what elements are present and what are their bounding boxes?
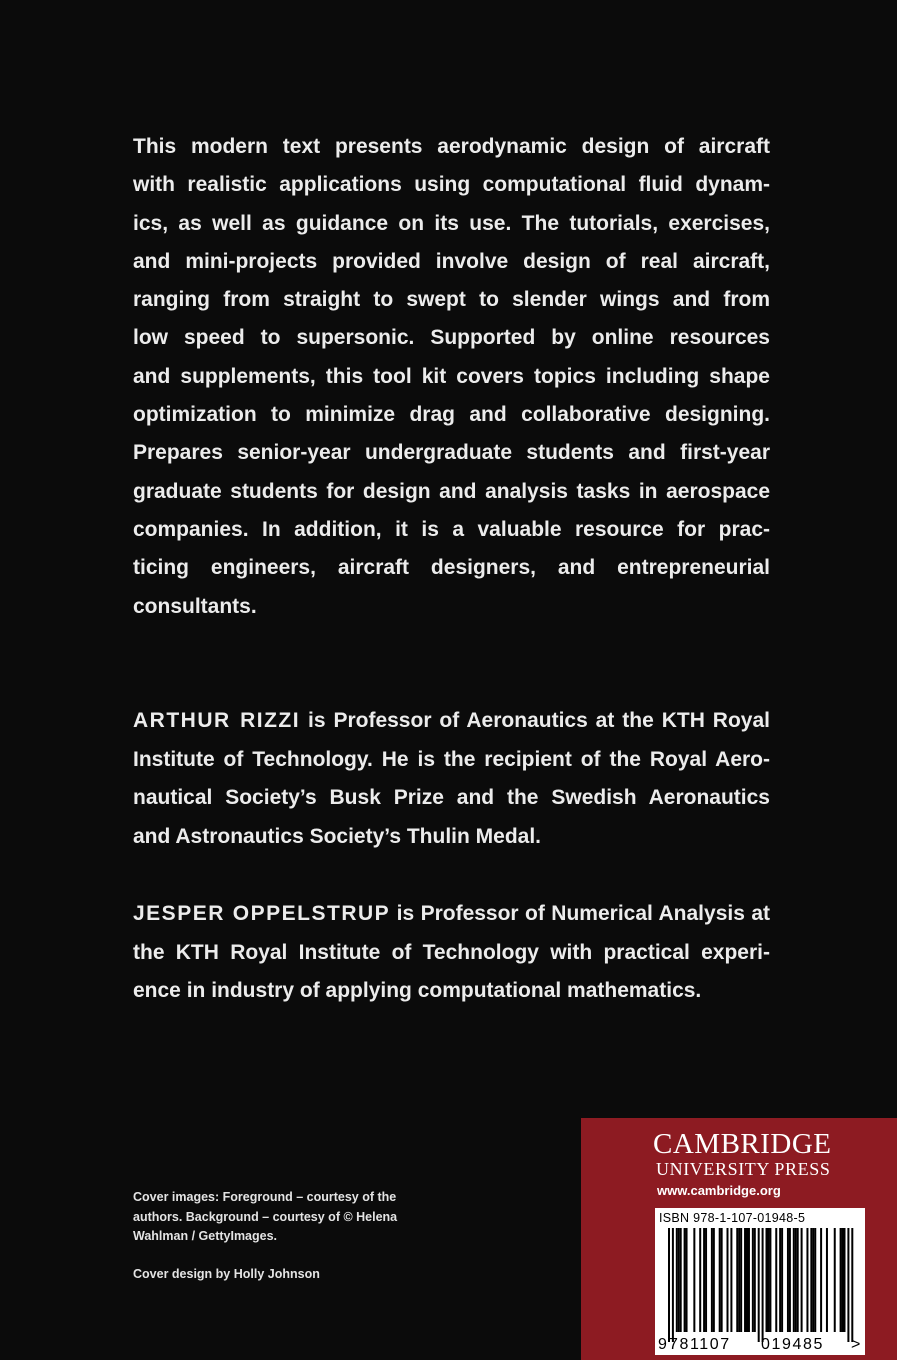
barcode-digits-right: 019485 [761,1336,824,1353]
cover-image-credits [133,1188,463,1247]
barcode-bar [678,1228,680,1332]
barcode-bar [748,1228,750,1332]
back-cover-blurb [133,128,770,626]
barcode-bar [769,1228,771,1332]
barcode-bar [801,1228,803,1332]
barcode-bar [705,1228,707,1332]
barcode-bar [758,1228,760,1342]
barcode-bar [806,1228,808,1332]
barcode-quiet-zone-mark: > [851,1336,861,1353]
barcode-bar [754,1228,756,1332]
credit-line: Cover images: Foreground – courtesy of the [133,1190,397,1204]
barcode-bar [668,1228,670,1342]
barcode-bar [844,1228,846,1332]
author-bio-line [133,702,770,741]
barcode-bar [738,1228,740,1332]
barcode-bar [672,1228,674,1342]
barcode-bar [746,1228,748,1332]
barcode-bar [814,1228,816,1332]
barcode-bar [812,1228,814,1332]
blurb-line: ticing engineers, aircraft designers, and entrepreneurial [133,556,770,580]
blurb-line: companies. In addition, it is a valuable resource for prac- [133,517,770,541]
blurb-line: low speed to supersonic. Supported by online resources [133,326,770,350]
barcode-bar [826,1228,828,1332]
barcode-bar [703,1228,705,1332]
barcode-bar [789,1228,791,1332]
author-bio-text: is Professor of Numerical Analysis at [390,902,770,925]
barcode-bar [787,1228,789,1332]
barcode-bar [810,1228,812,1332]
author-name: ARTHUR RIZZI [133,709,301,732]
publisher-logo-subtitle: UNIVERSITY PRESS [656,1159,831,1179]
author-bio-line: the KTH Royal Institute of Technology with practical experi- [133,940,770,964]
barcode-digits-left: 781107 [669,1336,731,1353]
author-name: JESPER OPPELSTRUP [133,902,391,925]
isbn-label: ISBN 978-1-107-01948-5 [659,1211,806,1225]
barcode-bar [851,1228,853,1342]
barcode-bar [766,1228,768,1332]
publisher-logo-name: CAMBRIDGE [653,1128,832,1160]
barcode-bar [699,1228,701,1332]
author-bio-line: Institute of Technology. He is the recipient of the Royal Aero- [133,747,770,771]
barcode-bar [719,1228,721,1332]
barcode-bar [775,1228,777,1332]
blurb-line: Prepares senior-year undergraduate students and first-year [133,441,770,465]
barcode-bar [752,1228,754,1332]
barcode-bar [711,1228,713,1332]
barcode-bar [793,1228,795,1332]
barcode-bars [668,1228,853,1342]
author-bio-line: and Astronautics Society’s Thulin Medal. [133,824,542,848]
blurb-line: ranging from straight to swept to slender wings and from [133,288,770,312]
barcode-bar [840,1228,842,1332]
author-bio-line [133,895,770,934]
barcode-bar [740,1228,742,1332]
barcode-bar [847,1228,849,1342]
blurb-line: and mini-projects provided involve design of real aircraft, [133,249,770,273]
barcode-bar [693,1228,695,1332]
barcode-bar [721,1228,723,1332]
barcode-bar [797,1228,799,1332]
blurb-line: and supplements, this tool kit covers topics including shape [133,364,770,388]
author-bio-oppelstrup [133,895,770,1011]
barcode-bar [736,1228,738,1332]
barcode-bar [820,1228,822,1332]
barcode-bar [744,1228,746,1332]
publisher-panel [581,1118,897,1360]
barcode-bar [727,1228,729,1332]
publisher-url: www.cambridge.org [657,1183,781,1198]
barcode-bar [676,1228,678,1332]
blurb-line: with realistic applications using computational fluid dynam- [133,173,770,197]
author-bio-line: ence in industry of applying computational mathematics. [133,979,702,1002]
barcode-bar [781,1228,783,1332]
barcode-bar [686,1228,688,1332]
barcode-bar [713,1228,715,1332]
barcode-bar [795,1228,797,1332]
barcode-bar [767,1228,769,1332]
barcode-digit-lead: 9 [658,1336,667,1353]
blurb-line: optimization to minimize drag and collaborative designing. [133,403,770,427]
isbn-barcode [655,1208,865,1355]
credit-line: authors. Background – courtesy of © Helena [133,1209,398,1224]
author-bio-text: is Professor of Aeronautics at the KTH Royal [300,709,770,732]
barcode-bar [680,1228,682,1332]
barcode-graphic [655,1208,865,1355]
blurb-line: consultants. [133,594,257,618]
barcode-bar [684,1228,686,1332]
blurb-line: graduate students for design and analysis tasks in aerospace [133,479,770,503]
author-bio-rizzi [133,702,770,856]
barcode-bar [842,1228,844,1332]
author-bio-line: nautical Society’s Busk Prize and the Swedish Aeronautics [133,786,770,809]
blurb-line: This modern text presents aerodynamic design of aircraft [133,135,770,158]
barcode-bar [779,1228,781,1332]
barcode-bar [834,1228,836,1332]
blurb-line: ics, as well as guidance on its use. The tutorials, exercises, [133,211,770,235]
cover-design-credit: Cover design by Holly Johnson [133,1267,320,1281]
barcode-bar [762,1228,764,1342]
credit-line: Wahlman / GettyImages. [133,1229,278,1243]
barcode-bar [730,1228,732,1332]
